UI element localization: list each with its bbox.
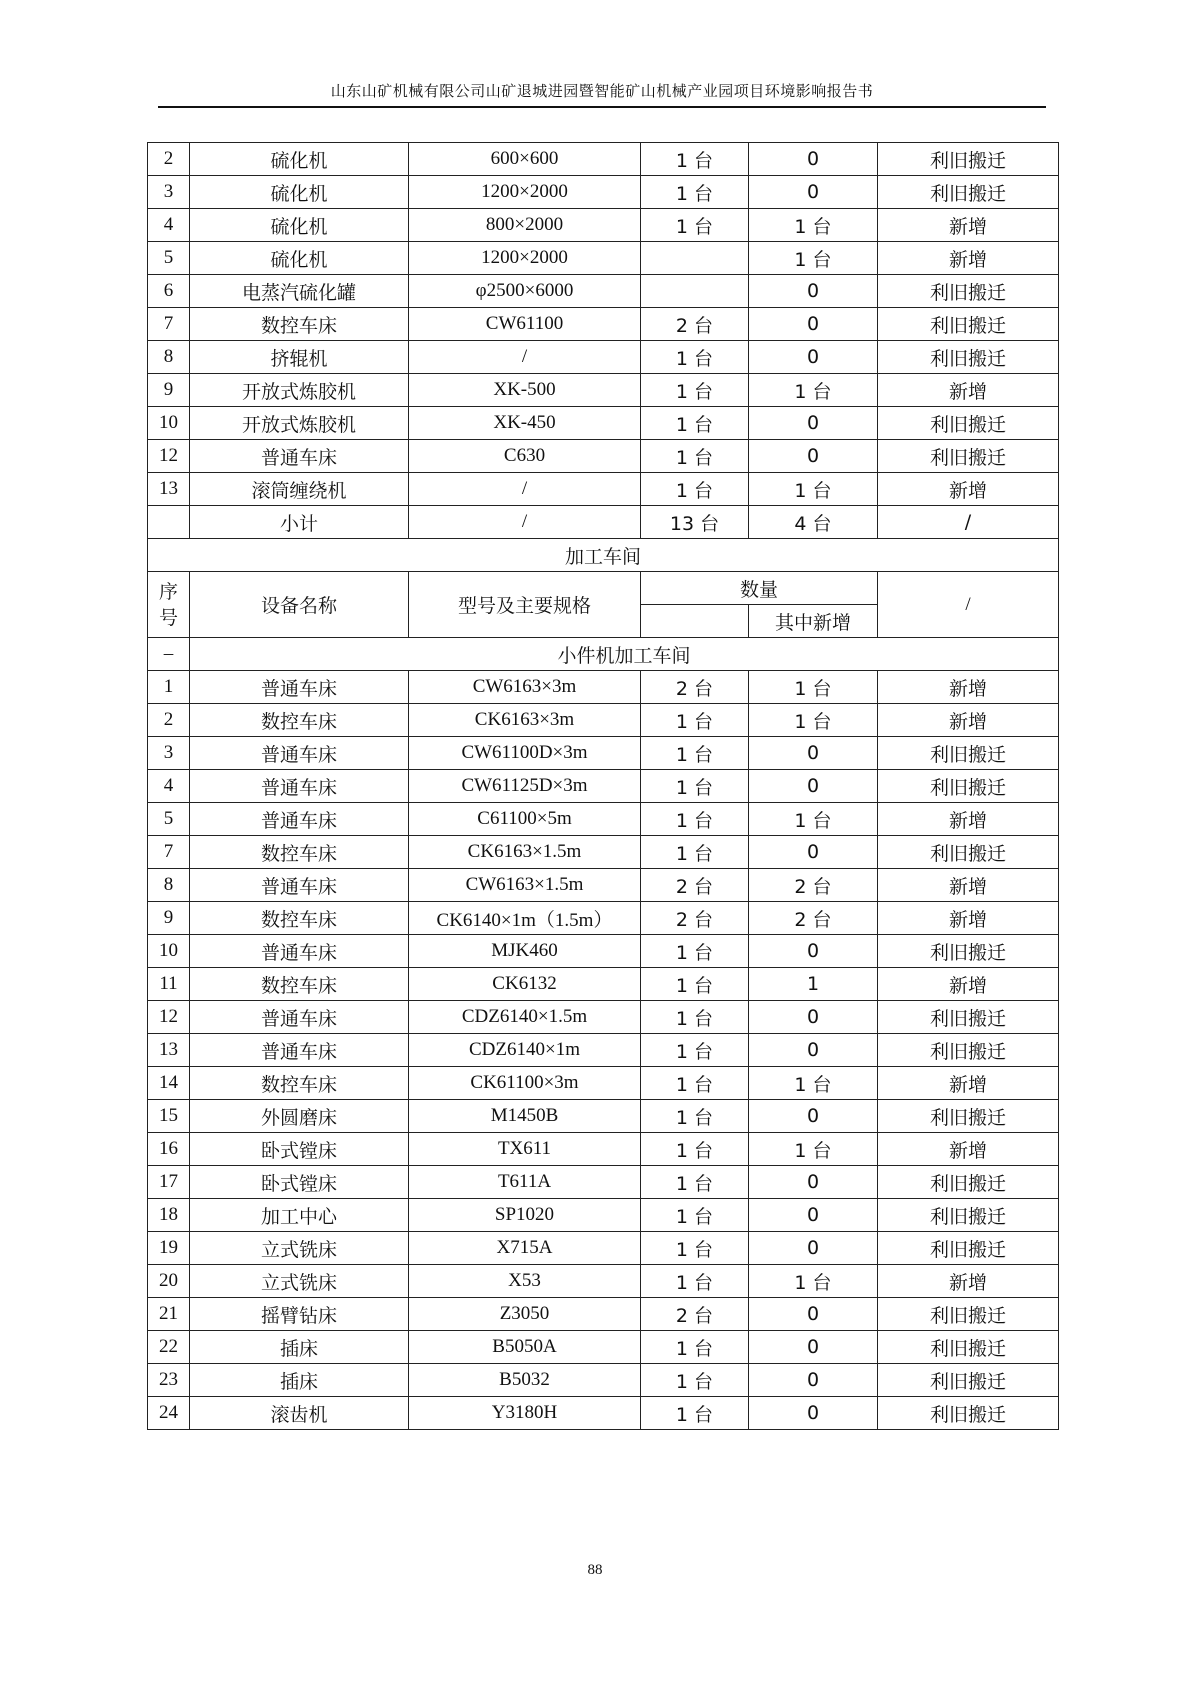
cell-spec: CW6163×1.5m xyxy=(409,869,641,902)
cell-no: 12 xyxy=(148,440,190,473)
cell-note: 新增 xyxy=(878,374,1059,407)
cell-no: 22 xyxy=(148,1331,190,1364)
cell-quantity: 2 台 xyxy=(641,671,749,704)
cell-no: 8 xyxy=(148,869,190,902)
cell-spec: MJK460 xyxy=(409,935,641,968)
cell-note: 新增 xyxy=(878,803,1059,836)
cell-spec: Y3180H xyxy=(409,1397,641,1430)
cell-spec: / xyxy=(409,506,641,539)
cell-spec: CK61100×3m xyxy=(409,1067,641,1100)
column-header-qty-blank xyxy=(641,605,749,638)
cell-equipment-name: 开放式炼胶机 xyxy=(190,374,409,407)
cell-no: 7 xyxy=(148,836,190,869)
cell-no: 21 xyxy=(148,1298,190,1331)
cell-spec: 600×600 xyxy=(409,143,641,176)
table-row xyxy=(148,374,1059,407)
cell-quantity: 2 台 xyxy=(641,1298,749,1331)
cell-quantity: 1 台 xyxy=(641,341,749,374)
cell-quantity: 1 台 xyxy=(641,1133,749,1166)
cell-new-quantity: 0 xyxy=(749,1364,878,1397)
table-row xyxy=(148,1298,1059,1331)
cell-spec: 1200×2000 xyxy=(409,242,641,275)
cell-spec: C630 xyxy=(409,440,641,473)
cell-note: 利旧搬迁 xyxy=(878,935,1059,968)
cell-spec: X53 xyxy=(409,1265,641,1298)
cell-note: / xyxy=(878,506,1059,539)
cell-no: 20 xyxy=(148,1265,190,1298)
cell-note: 利旧搬迁 xyxy=(878,1001,1059,1034)
cell-equipment-name: 普通车床 xyxy=(190,803,409,836)
cell-no: 5 xyxy=(148,242,190,275)
cell-no: 15 xyxy=(148,1100,190,1133)
cell-quantity: 1 台 xyxy=(641,1364,749,1397)
cell-quantity: 1 台 xyxy=(641,143,749,176)
cell-equipment-name: 普通车床 xyxy=(190,1034,409,1067)
cell-equipment-name: 数控车床 xyxy=(190,836,409,869)
table-row xyxy=(148,440,1059,473)
cell-spec: CW61125D×3m xyxy=(409,770,641,803)
cell-new-quantity: 0 xyxy=(749,1232,878,1265)
cell-note: 新增 xyxy=(878,1133,1059,1166)
cell-note: 利旧搬迁 xyxy=(878,275,1059,308)
cell-equipment-name: 硫化机 xyxy=(190,143,409,176)
cell-new-quantity: 0 xyxy=(749,440,878,473)
table-row xyxy=(148,836,1059,869)
cell-equipment-name: 普通车床 xyxy=(190,440,409,473)
cell-no: 17 xyxy=(148,1166,190,1199)
cell-note: 新增 xyxy=(878,1067,1059,1100)
table-row xyxy=(148,1034,1059,1067)
table-row xyxy=(148,935,1059,968)
cell-no: 9 xyxy=(148,374,190,407)
cell-equipment-name: 硫化机 xyxy=(190,242,409,275)
cell-note: 新增 xyxy=(878,671,1059,704)
cell-note: 新增 xyxy=(878,242,1059,275)
cell-new-quantity: 2 台 xyxy=(749,902,878,935)
column-header-no: 序 号 xyxy=(148,572,190,638)
cell-equipment-name: 数控车床 xyxy=(190,1067,409,1100)
cell-equipment-name: 数控车床 xyxy=(190,902,409,935)
cell-spec: CK6163×1.5m xyxy=(409,836,641,869)
cell-new-quantity: 0 xyxy=(749,1397,878,1430)
cell-no: 6 xyxy=(148,275,190,308)
table-row xyxy=(148,1364,1059,1397)
cell-new-quantity: 1 台 xyxy=(749,473,878,506)
cell-equipment-name: 普通车床 xyxy=(190,737,409,770)
cell-spec: C61100×5m xyxy=(409,803,641,836)
cell-spec: CK6132 xyxy=(409,968,641,1001)
table-row xyxy=(148,176,1059,209)
cell-no: 13 xyxy=(148,1034,190,1067)
cell-new-quantity: 1 台 xyxy=(749,242,878,275)
table-row xyxy=(148,143,1059,176)
cell-quantity: 1 台 xyxy=(641,1100,749,1133)
cell-equipment-name: 数控车床 xyxy=(190,968,409,1001)
cell-spec: CDZ6140×1.5m xyxy=(409,1001,641,1034)
table-row xyxy=(148,242,1059,275)
cell-equipment-name: 普通车床 xyxy=(190,1001,409,1034)
cell-spec: X715A xyxy=(409,1232,641,1265)
cell-spec: φ2500×6000 xyxy=(409,275,641,308)
cell-new-quantity: 1 台 xyxy=(749,1133,878,1166)
table-row xyxy=(148,1397,1059,1430)
cell-spec: TX611 xyxy=(409,1133,641,1166)
cell-new-quantity: 4 台 xyxy=(749,506,878,539)
cell-equipment-name: 普通车床 xyxy=(190,671,409,704)
cell-note: 新增 xyxy=(878,473,1059,506)
cell-no: 3 xyxy=(148,737,190,770)
subsection-mark: – xyxy=(148,638,190,671)
cell-new-quantity: 2 台 xyxy=(749,869,878,902)
workshop-title-row xyxy=(148,539,1059,572)
cell-no: 7 xyxy=(148,308,190,341)
cell-spec: T611A xyxy=(409,1166,641,1199)
cell-spec: 1200×2000 xyxy=(409,176,641,209)
cell-new-quantity: 0 xyxy=(749,407,878,440)
cell-no: 16 xyxy=(148,1133,190,1166)
cell-no: 3 xyxy=(148,176,190,209)
cell-equipment-name: 挤辊机 xyxy=(190,341,409,374)
cell-equipment-name: 硫化机 xyxy=(190,176,409,209)
table-row xyxy=(148,704,1059,737)
cell-quantity: 1 台 xyxy=(641,209,749,242)
cell-spec: / xyxy=(409,473,641,506)
cell-note: 利旧搬迁 xyxy=(878,1364,1059,1397)
cell-quantity: 1 台 xyxy=(641,737,749,770)
cell-new-quantity: 0 xyxy=(749,770,878,803)
cell-quantity: 1 台 xyxy=(641,1397,749,1430)
cell-spec: CW61100D×3m xyxy=(409,737,641,770)
column-header-row-1 xyxy=(148,572,1059,605)
cell-new-quantity: 0 xyxy=(749,341,878,374)
cell-quantity: 1 台 xyxy=(641,704,749,737)
cell-note: 新增 xyxy=(878,869,1059,902)
cell-equipment-name: 开放式炼胶机 xyxy=(190,407,409,440)
cell-no: 2 xyxy=(148,704,190,737)
workshop-header-body xyxy=(148,539,1059,671)
cell-note: 利旧搬迁 xyxy=(878,836,1059,869)
workshop-title: 加工车间 xyxy=(148,539,1059,572)
column-header-qty: 数量 xyxy=(641,572,878,605)
cell-no: 4 xyxy=(148,770,190,803)
cell-new-quantity: 0 xyxy=(749,1199,878,1232)
table-row xyxy=(148,275,1059,308)
table-row xyxy=(148,968,1059,1001)
cell-equipment-name: 立式铣床 xyxy=(190,1232,409,1265)
cell-quantity: 2 台 xyxy=(641,308,749,341)
table-row xyxy=(148,869,1059,902)
cell-no: 8 xyxy=(148,341,190,374)
cell-note: 利旧搬迁 xyxy=(878,1199,1059,1232)
cell-spec: B5050A xyxy=(409,1331,641,1364)
cell-equipment-name: 加工中心 xyxy=(190,1199,409,1232)
cell-equipment-name: 卧式镗床 xyxy=(190,1133,409,1166)
cell-note: 利旧搬迁 xyxy=(878,440,1059,473)
cell-note: 新增 xyxy=(878,902,1059,935)
cell-equipment-name: 普通车床 xyxy=(190,869,409,902)
cell-equipment-name: 数控车床 xyxy=(190,308,409,341)
cell-no xyxy=(148,506,190,539)
cell-spec: B5032 xyxy=(409,1364,641,1397)
table-row xyxy=(148,902,1059,935)
cell-new-quantity: 1 台 xyxy=(749,1265,878,1298)
cell-no: 23 xyxy=(148,1364,190,1397)
cell-spec: / xyxy=(409,341,641,374)
cell-new-quantity: 1 台 xyxy=(749,671,878,704)
table-row xyxy=(148,1331,1059,1364)
cell-new-quantity: 0 xyxy=(749,1100,878,1133)
cell-quantity: 1 台 xyxy=(641,1232,749,1265)
equipment-table xyxy=(147,142,1059,1430)
cell-new-quantity: 1 台 xyxy=(749,1067,878,1100)
report-header-title: 山东山矿机械有限公司山矿退城进园暨智能矿山机械产业园项目环境影响报告书 xyxy=(330,82,874,100)
column-header-note: / xyxy=(878,572,1059,638)
cell-spec: CW61100 xyxy=(409,308,641,341)
cell-no: 5 xyxy=(148,803,190,836)
cell-note: 利旧搬迁 xyxy=(878,308,1059,341)
cell-equipment-name: 卧式镗床 xyxy=(190,1166,409,1199)
cell-quantity: 1 台 xyxy=(641,473,749,506)
cell-quantity xyxy=(641,275,749,308)
table-row xyxy=(148,341,1059,374)
cell-new-quantity: 0 xyxy=(749,1034,878,1067)
page-number: 88 xyxy=(587,1562,603,1578)
cell-spec: CDZ6140×1m xyxy=(409,1034,641,1067)
cell-quantity: 1 台 xyxy=(641,176,749,209)
cell-new-quantity: 1 台 xyxy=(749,803,878,836)
cell-quantity: 2 台 xyxy=(641,902,749,935)
table-row xyxy=(148,473,1059,506)
cell-quantity: 1 台 xyxy=(641,1199,749,1232)
cell-note: 利旧搬迁 xyxy=(878,1298,1059,1331)
cell-quantity: 1 台 xyxy=(641,1001,749,1034)
table-row xyxy=(148,671,1059,704)
cell-note: 利旧搬迁 xyxy=(878,143,1059,176)
cell-no: 10 xyxy=(148,407,190,440)
cell-new-quantity: 1 台 xyxy=(749,209,878,242)
cell-quantity: 1 台 xyxy=(641,803,749,836)
cell-note: 利旧搬迁 xyxy=(878,1331,1059,1364)
cell-spec: XK-500 xyxy=(409,374,641,407)
table-row xyxy=(148,1199,1059,1232)
cell-new-quantity: 0 xyxy=(749,1331,878,1364)
table-row xyxy=(148,770,1059,803)
cell-note: 新增 xyxy=(878,968,1059,1001)
cell-equipment-name: 数控车床 xyxy=(190,704,409,737)
cell-equipment-name: 小计 xyxy=(190,506,409,539)
cell-new-quantity: 0 xyxy=(749,1001,878,1034)
cell-quantity xyxy=(641,242,749,275)
cell-note: 利旧搬迁 xyxy=(878,341,1059,374)
cell-new-quantity: 0 xyxy=(749,836,878,869)
cell-quantity: 1 台 xyxy=(641,836,749,869)
cell-spec: SP1020 xyxy=(409,1199,641,1232)
cell-equipment-name: 普通车床 xyxy=(190,770,409,803)
cell-new-quantity: 0 xyxy=(749,935,878,968)
cell-quantity: 1 台 xyxy=(641,935,749,968)
cell-new-quantity: 0 xyxy=(749,176,878,209)
cell-spec: CK6163×3m xyxy=(409,704,641,737)
cell-quantity: 1 台 xyxy=(641,1166,749,1199)
header-rule xyxy=(158,106,1046,108)
table-row xyxy=(148,1001,1059,1034)
cell-new-quantity: 0 xyxy=(749,308,878,341)
cell-note: 利旧搬迁 xyxy=(878,770,1059,803)
column-header-new: 其中新增 xyxy=(749,605,878,638)
cell-spec: CK6140×1m（1.5m） xyxy=(409,902,641,935)
column-header-spec: 型号及主要规格 xyxy=(409,572,641,638)
cell-quantity: 1 台 xyxy=(641,407,749,440)
cell-note: 利旧搬迁 xyxy=(878,737,1059,770)
table-row xyxy=(148,1100,1059,1133)
cell-note: 新增 xyxy=(878,209,1059,242)
cell-no: 19 xyxy=(148,1232,190,1265)
cell-new-quantity: 0 xyxy=(749,1166,878,1199)
cell-new-quantity: 1 台 xyxy=(749,704,878,737)
column-header-name: 设备名称 xyxy=(190,572,409,638)
table-row xyxy=(148,803,1059,836)
cell-spec: Z3050 xyxy=(409,1298,641,1331)
cell-note: 新增 xyxy=(878,1265,1059,1298)
cell-equipment-name: 立式铣床 xyxy=(190,1265,409,1298)
table-row xyxy=(148,1166,1059,1199)
cell-new-quantity: 0 xyxy=(749,143,878,176)
cell-equipment-name: 外圆磨床 xyxy=(190,1100,409,1133)
cell-note: 利旧搬迁 xyxy=(878,1034,1059,1067)
cell-quantity: 2 台 xyxy=(641,869,749,902)
cell-quantity: 1 台 xyxy=(641,968,749,1001)
cell-note: 利旧搬迁 xyxy=(878,1100,1059,1133)
cell-equipment-name: 滚齿机 xyxy=(190,1397,409,1430)
cell-note: 利旧搬迁 xyxy=(878,407,1059,440)
cell-equipment-name: 插床 xyxy=(190,1331,409,1364)
cell-new-quantity: 1 xyxy=(749,968,878,1001)
cell-equipment-name: 硫化机 xyxy=(190,209,409,242)
cell-quantity: 1 台 xyxy=(641,1265,749,1298)
cell-no: 10 xyxy=(148,935,190,968)
cell-note: 利旧搬迁 xyxy=(878,1166,1059,1199)
cell-note: 利旧搬迁 xyxy=(878,1232,1059,1265)
cell-no: 13 xyxy=(148,473,190,506)
subsection-title: 小件机加工车间 xyxy=(190,638,1059,671)
cell-spec: M1450B xyxy=(409,1100,641,1133)
table-row xyxy=(148,506,1059,539)
table-row xyxy=(148,407,1059,440)
table-row xyxy=(148,308,1059,341)
cell-no: 2 xyxy=(148,143,190,176)
table-row xyxy=(148,1265,1059,1298)
cell-no: 1 xyxy=(148,671,190,704)
subsection-row xyxy=(148,638,1059,671)
cell-no: 24 xyxy=(148,1397,190,1430)
cell-spec: CW6163×3m xyxy=(409,671,641,704)
cell-quantity: 13 台 xyxy=(641,506,749,539)
cell-equipment-name: 滚筒缠绕机 xyxy=(190,473,409,506)
table-row xyxy=(148,1232,1059,1265)
table-row xyxy=(148,1067,1059,1100)
cell-no: 9 xyxy=(148,902,190,935)
cell-no: 4 xyxy=(148,209,190,242)
equipment-table-top-body xyxy=(148,143,1059,539)
cell-new-quantity: 0 xyxy=(749,1298,878,1331)
cell-quantity: 1 台 xyxy=(641,1067,749,1100)
cell-equipment-name: 摇臂钻床 xyxy=(190,1298,409,1331)
cell-no: 11 xyxy=(148,968,190,1001)
cell-quantity: 1 台 xyxy=(641,1034,749,1067)
cell-quantity: 1 台 xyxy=(641,770,749,803)
cell-no: 18 xyxy=(148,1199,190,1232)
cell-spec: 800×2000 xyxy=(409,209,641,242)
cell-note: 新增 xyxy=(878,704,1059,737)
table-row xyxy=(148,737,1059,770)
cell-new-quantity: 0 xyxy=(749,737,878,770)
cell-new-quantity: 0 xyxy=(749,275,878,308)
cell-equipment-name: 电蒸汽硫化罐 xyxy=(190,275,409,308)
cell-no: 14 xyxy=(148,1067,190,1100)
cell-equipment-name: 普通车床 xyxy=(190,935,409,968)
cell-quantity: 1 台 xyxy=(641,374,749,407)
cell-note: 利旧搬迁 xyxy=(878,176,1059,209)
cell-quantity: 1 台 xyxy=(641,440,749,473)
table-row xyxy=(148,209,1059,242)
cell-note: 利旧搬迁 xyxy=(878,1397,1059,1430)
cell-quantity: 1 台 xyxy=(641,1331,749,1364)
workshop-table-body xyxy=(148,671,1059,1430)
cell-equipment-name: 插床 xyxy=(190,1364,409,1397)
cell-spec: XK-450 xyxy=(409,407,641,440)
cell-no: 12 xyxy=(148,1001,190,1034)
cell-new-quantity: 1 台 xyxy=(749,374,878,407)
table-row xyxy=(148,1133,1059,1166)
